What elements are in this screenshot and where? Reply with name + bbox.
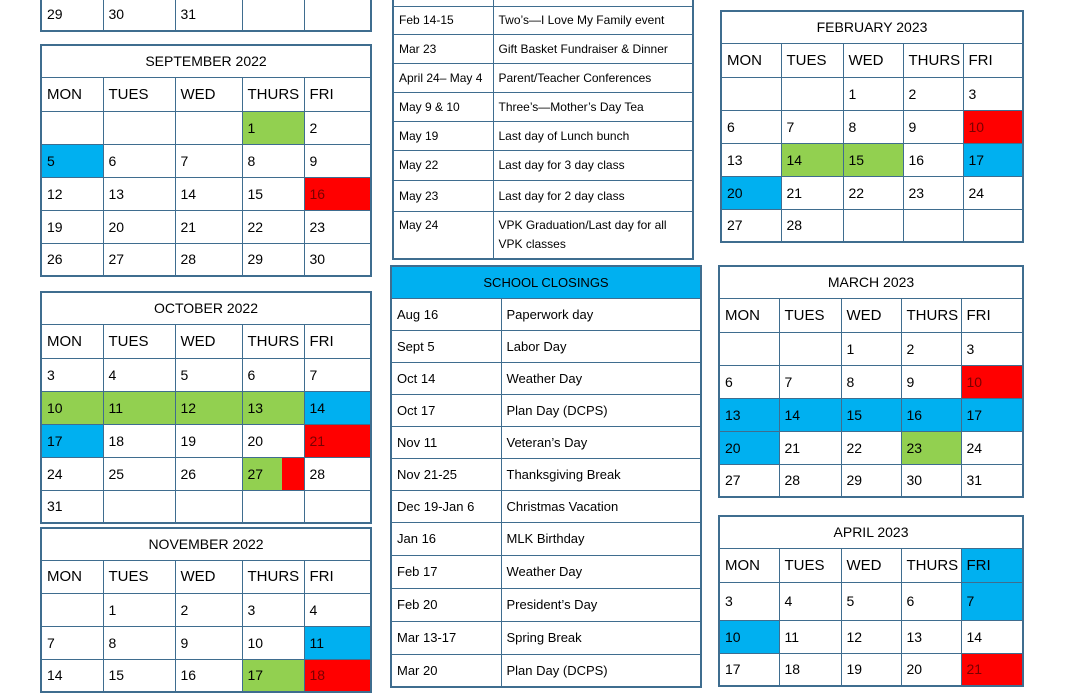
month-title: APRIL 2023 (719, 516, 1023, 548)
november-2022-calendar (40, 527, 372, 693)
day-cell: 8 (242, 144, 304, 177)
weekday-header: WED (841, 548, 901, 582)
weekday-header: TUES (103, 77, 175, 111)
day-cell (175, 490, 242, 523)
closing-desc: President’s Day (501, 588, 701, 621)
day-cell: 7 (781, 110, 843, 143)
event-date: May 9 & 10 (393, 92, 493, 121)
day-cell: 3 (963, 77, 1023, 110)
day-cell: 19 (841, 653, 901, 686)
day-cell: 26 (41, 243, 103, 276)
closing-date: Dec 19-Jan 6 (391, 490, 501, 522)
day-cell: 24 (961, 431, 1023, 464)
closing-desc: Paperwork day (501, 298, 701, 330)
day-cell: 5 (41, 144, 103, 177)
day-cell: 29 (841, 464, 901, 497)
day-cell: 15 (841, 398, 901, 431)
march-2023-calendar (718, 265, 1024, 498)
april-2023-calendar (718, 515, 1024, 687)
day-cell: 7 (41, 626, 103, 659)
weekday-header: WED (843, 43, 903, 77)
closing-date: Sept 5 (391, 330, 501, 362)
month-title: OCTOBER 2022 (41, 292, 371, 324)
day-cell: 12 (175, 391, 242, 424)
day-cell (781, 77, 843, 110)
day-cell: 17 (41, 424, 103, 457)
day-cell: 7 (961, 582, 1023, 620)
day-cell (41, 111, 103, 144)
day-cell: 21 (961, 653, 1023, 686)
weekday-header: TUES (781, 43, 843, 77)
day-cell: 27 (103, 243, 175, 276)
day-cell: 19 (41, 210, 103, 243)
day-cell: 28 (175, 243, 242, 276)
event-date: May 24 (393, 211, 493, 259)
day-cell: 28 (779, 464, 841, 497)
weekday-header: WED (175, 560, 242, 593)
day-cell: 21 (304, 424, 371, 457)
day-cell (304, 490, 371, 523)
weekday-header: MON (41, 324, 103, 358)
day-cell: 13 (721, 143, 781, 176)
day-cell (175, 111, 242, 144)
closing-date: Mar 13-17 (391, 621, 501, 654)
day-cell: 10 (963, 110, 1023, 143)
weekday-header: MON (41, 77, 103, 111)
day-cell: 8 (841, 365, 901, 398)
closing-date: Feb 17 (391, 555, 501, 588)
day-cell: 17 (961, 398, 1023, 431)
weekday-header: WED (841, 298, 901, 332)
day-cell: 20 (901, 653, 961, 686)
day-cell (903, 209, 963, 242)
event-date: May 19 (393, 121, 493, 150)
closing-desc: Thanksgiving Break (501, 458, 701, 490)
day-cell: 11 (103, 391, 175, 424)
day-cell: 14 (781, 143, 843, 176)
day-cell: 7 (779, 365, 841, 398)
day-cell: 1 (841, 332, 901, 365)
day-cell: 11 (304, 626, 371, 659)
day-cell (843, 209, 903, 242)
day-cell: 30 (901, 464, 961, 497)
day-cell: 29 (242, 243, 304, 276)
day-cell: 5 (175, 358, 242, 391)
day-cell: 20 (103, 210, 175, 243)
day-cell: 19 (175, 424, 242, 457)
closing-date: Feb 20 (391, 588, 501, 621)
day-cell: 6 (103, 144, 175, 177)
day-cell: 16 (903, 143, 963, 176)
red-marker (282, 458, 304, 490)
october-2022-calendar (40, 291, 372, 524)
day-cell: 23 (304, 210, 371, 243)
day-cell: 9 (903, 110, 963, 143)
day-cell: 10 (961, 365, 1023, 398)
day-cell: 20 (721, 176, 781, 209)
day-cell: 24 (41, 457, 103, 490)
day-cell: 1 (843, 77, 903, 110)
closing-desc: Plan Day (DCPS) (501, 654, 701, 687)
closing-date: Nov 11 (391, 426, 501, 458)
weekday-header: THURS (242, 77, 304, 111)
day-cell: 4 (103, 358, 175, 391)
day-cell: 23 (901, 431, 961, 464)
weekday-header: THURS (901, 298, 961, 332)
weekday-header: MON (719, 298, 779, 332)
event-date: May 23 (393, 180, 493, 211)
day-cell: 7 (304, 358, 371, 391)
day-cell: 3 (719, 582, 779, 620)
event-date: April 24– May 4 (393, 63, 493, 92)
day-cell: 14 (304, 391, 371, 424)
closing-date: Aug 16 (391, 298, 501, 330)
event-desc: VPK Graduation/Last day for all VPK classes (493, 211, 693, 259)
day-cell: 22 (843, 176, 903, 209)
day-cell (41, 593, 103, 626)
closing-desc: Labor Day (501, 330, 701, 362)
event-desc: Last day for 2 day class (493, 180, 693, 211)
day-cell: 8 (843, 110, 903, 143)
day-cell: 13 (901, 620, 961, 653)
day-cell: 13 (719, 398, 779, 431)
day-cell: 28 (781, 209, 843, 242)
day-cell: 22 (242, 210, 304, 243)
month-title: NOVEMBER 2022 (41, 528, 371, 560)
day-cell: 16 (175, 659, 242, 692)
day-cell: 29 (41, 0, 103, 31)
event-desc: Three’s—Mother’s Day Tea (493, 92, 693, 121)
closing-desc: MLK Birthday (501, 522, 701, 555)
day-cell: 10 (41, 391, 103, 424)
day-cell: 31 (175, 0, 242, 31)
weekday-header: WED (175, 77, 242, 111)
day-cell: 2 (901, 332, 961, 365)
day-cell (242, 490, 304, 523)
day-cell: 8 (103, 626, 175, 659)
day-cell (103, 490, 175, 523)
day-cell: 16 (304, 177, 371, 210)
day-cell: 6 (721, 110, 781, 143)
weekday-header: THURS (901, 548, 961, 582)
day-cell: 18 (304, 659, 371, 692)
weekday-header: MON (721, 43, 781, 77)
day-cell (719, 332, 779, 365)
day-cell: 15 (843, 143, 903, 176)
day-cell: 30 (103, 0, 175, 31)
closing-date: Nov 21-25 (391, 458, 501, 490)
weekday-header: THURS (242, 560, 304, 593)
event-desc: Parent/Teacher Conferences (493, 63, 693, 92)
day-cell: 13 (103, 177, 175, 210)
day-cell (242, 0, 304, 31)
day-cell: 11 (779, 620, 841, 653)
day-cell: 6 (901, 582, 961, 620)
day-cell (779, 332, 841, 365)
day-cell: 18 (779, 653, 841, 686)
day-cell: 14 (41, 659, 103, 692)
weekday-header: FRI (304, 324, 371, 358)
month-title: MARCH 2023 (719, 266, 1023, 298)
day-cell: 15 (103, 659, 175, 692)
event-date: Mar 23 (393, 34, 493, 63)
closing-date: Oct 14 (391, 362, 501, 394)
event-desc: Gift Basket Fundraiser & Dinner (493, 34, 693, 63)
day-cell: 24 (963, 176, 1023, 209)
day-cell: 12 (41, 177, 103, 210)
day-cell: 9 (304, 144, 371, 177)
day-cell: 5 (841, 582, 901, 620)
day-cell: 21 (175, 210, 242, 243)
weekday-header: MON (719, 548, 779, 582)
day-cell: 13 (242, 391, 304, 424)
day-cell: 10 (242, 626, 304, 659)
day-cell: 17 (242, 659, 304, 692)
school-closings-table (390, 265, 702, 688)
february-2023-calendar (720, 10, 1024, 243)
weekday-header: WED (175, 324, 242, 358)
closing-date: Oct 17 (391, 394, 501, 426)
day-cell: 14 (779, 398, 841, 431)
day-cell: 22 (841, 431, 901, 464)
event-desc: Two’s—I Love My Family event (493, 6, 693, 34)
closing-desc: Spring Break (501, 621, 701, 654)
events-table (392, 0, 694, 260)
day-cell: 26 (175, 457, 242, 490)
closing-desc: Plan Day (DCPS) (501, 394, 701, 426)
day-cell: 17 (719, 653, 779, 686)
event-desc: Last day of Lunch bunch (493, 121, 693, 150)
weekday-header: THURS (242, 324, 304, 358)
event-date: May 22 (393, 150, 493, 180)
day-cell: 21 (779, 431, 841, 464)
day-cell: 3 (41, 358, 103, 391)
day-cell (304, 0, 371, 31)
day-cell (721, 77, 781, 110)
closing-desc: Veteran’s Day (501, 426, 701, 458)
day-cell: 27 (719, 464, 779, 497)
day-cell: 17 (963, 143, 1023, 176)
weekday-header: MON (41, 560, 103, 593)
day-cell (963, 209, 1023, 242)
day-cell: 7 (175, 144, 242, 177)
day-cell: 6 (719, 365, 779, 398)
weekday-header: TUES (779, 548, 841, 582)
weekday-header: FRI (304, 77, 371, 111)
day-cell: 28 (304, 457, 371, 490)
september-2022-calendar (40, 44, 372, 277)
event-desc: Last day for 3 day class (493, 150, 693, 180)
day-cell: 4 (304, 593, 371, 626)
day-cell: 20 (242, 424, 304, 457)
day-cell: 27 (242, 457, 304, 490)
day-cell: 9 (175, 626, 242, 659)
weekday-header: FRI (304, 560, 371, 593)
weekday-header: TUES (779, 298, 841, 332)
day-cell: 4 (779, 582, 841, 620)
day-cell: 3 (242, 593, 304, 626)
weekday-header: THURS (903, 43, 963, 77)
day-cell: 10 (719, 620, 779, 653)
closing-date: Jan 16 (391, 522, 501, 555)
day-cell: 9 (901, 365, 961, 398)
closing-desc: Weather Day (501, 362, 701, 394)
day-cell: 15 (242, 177, 304, 210)
day-cell: 2 (304, 111, 371, 144)
day-cell: 16 (901, 398, 961, 431)
day-cell: 2 (175, 593, 242, 626)
day-cell: 27 (721, 209, 781, 242)
day-cell: 14 (175, 177, 242, 210)
day-cell: 6 (242, 358, 304, 391)
month-title: SEPTEMBER 2022 (41, 45, 371, 77)
weekday-header: TUES (103, 560, 175, 593)
closing-date: Mar 20 (391, 654, 501, 687)
event-date: Feb 14-15 (393, 6, 493, 34)
day-cell: 1 (103, 593, 175, 626)
day-cell: 12 (841, 620, 901, 653)
weekday-header: FRI (963, 43, 1023, 77)
day-cell: 1 (242, 111, 304, 144)
day-cell: 20 (719, 431, 779, 464)
day-cell: 21 (781, 176, 843, 209)
day-cell (103, 111, 175, 144)
month-title: FEBRUARY 2023 (721, 11, 1023, 43)
day-cell: 25 (103, 457, 175, 490)
day-cell: 23 (903, 176, 963, 209)
weekday-header: FRI (961, 298, 1023, 332)
closing-desc: Christmas Vacation (501, 490, 701, 522)
weekday-header: TUES (103, 324, 175, 358)
closings-title: SCHOOL CLOSINGS (391, 266, 701, 298)
day-cell: 2 (903, 77, 963, 110)
day-cell: 31 (961, 464, 1023, 497)
day-cell: 18 (103, 424, 175, 457)
day-cell: 14 (961, 620, 1023, 653)
weekday-header: FRI (961, 548, 1023, 582)
closing-desc: Weather Day (501, 555, 701, 588)
day-cell: 30 (304, 243, 371, 276)
day-cell: 3 (961, 332, 1023, 365)
day-cell: 31 (41, 490, 103, 523)
august-2022-partial (40, 0, 372, 32)
